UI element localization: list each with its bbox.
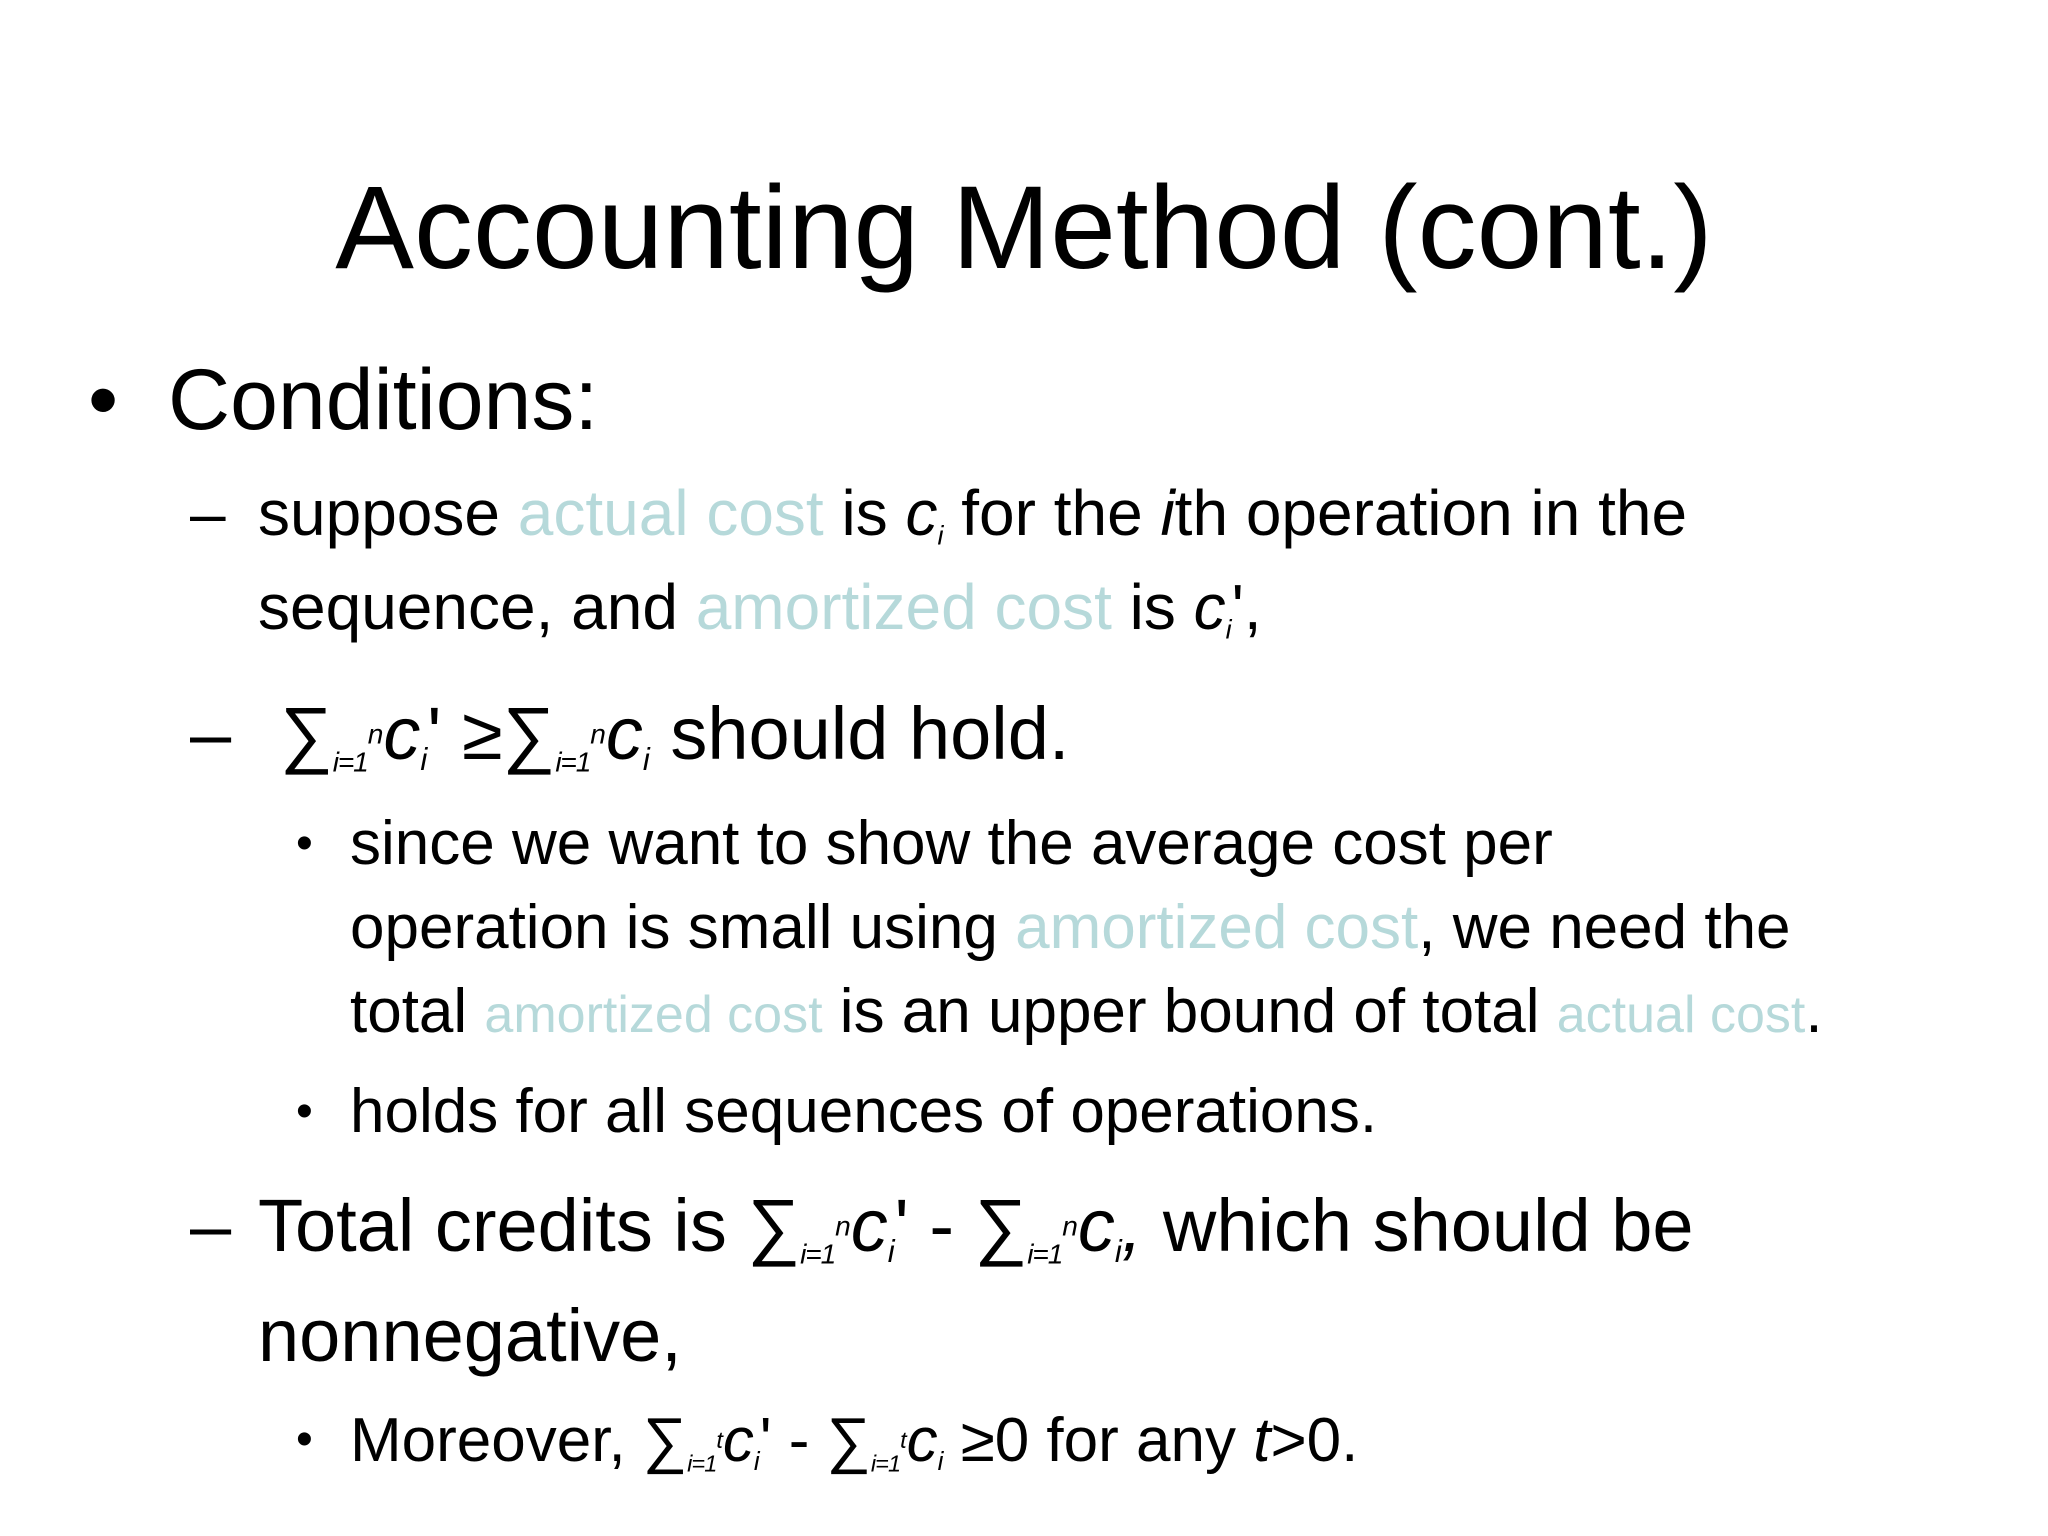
text: total <box>350 977 485 1046</box>
term-actual-cost: actual cost <box>517 477 824 549</box>
var-t: t <box>1253 1405 1271 1475</box>
var-c: c <box>906 1405 938 1475</box>
moreover-line <box>350 1398 1358 1506</box>
var-c: c <box>383 692 421 775</box>
text: which should be <box>1142 1184 1694 1267</box>
sigma-symbol: ∑ <box>747 1184 801 1267</box>
sum-lower-bound: i=1 <box>555 746 591 778</box>
text: is an upper bound of total <box>822 977 1557 1046</box>
bullet-conditions: • <box>88 352 119 448</box>
conditions-label: Conditions: <box>168 352 599 448</box>
sub-i: i <box>420 741 428 777</box>
text: sequence, and <box>258 571 696 643</box>
sigma-symbol: ∑ <box>642 1405 688 1475</box>
sub-i: i <box>1114 1233 1122 1269</box>
var-c: c <box>905 477 938 549</box>
text: ', <box>1231 571 1262 643</box>
text: suppose <box>258 477 518 549</box>
text: ≥0 for any <box>943 1405 1254 1475</box>
dash-cond1: – <box>190 477 226 549</box>
text: , we need the <box>1418 893 1791 962</box>
dash-cond2: – <box>190 692 232 775</box>
text: th operation in the <box>1174 477 1688 549</box>
text: , <box>1121 1184 1143 1267</box>
sub-i: i <box>937 1446 944 1477</box>
sigma-symbol: ∑ <box>502 692 556 775</box>
sub-i: i <box>753 1446 760 1477</box>
text: for the <box>943 477 1161 549</box>
text: . <box>1805 977 1823 1046</box>
sub-i: i <box>887 1233 895 1269</box>
bullet-moreover: • <box>296 1413 313 1466</box>
text: ' ≥ <box>427 692 503 775</box>
term-amortized-cost: amortized cost <box>695 571 1112 643</box>
sigma-symbol: ∑ <box>826 1405 871 1475</box>
sub-i: i <box>1225 614 1232 645</box>
var-c: c <box>1077 1184 1115 1267</box>
reason1-line2 <box>350 886 1791 970</box>
var-c: c <box>605 692 643 775</box>
sum-upper-bound: n <box>367 718 384 750</box>
text: is <box>823 477 906 549</box>
text: ' - <box>759 1405 827 1475</box>
sub-i: i <box>642 741 650 777</box>
dash-credits: – <box>190 1184 232 1267</box>
sum-lower-bound: i=1 <box>870 1450 901 1477</box>
reason2: holds for all sequences of operations. <box>350 1077 1378 1146</box>
text: Total credits is <box>258 1184 748 1267</box>
text: is <box>1111 571 1194 643</box>
cond2-formula <box>280 684 1069 813</box>
slide-title: Accounting Method (cont.) <box>335 162 1713 294</box>
var-i: i <box>1160 477 1175 549</box>
term-amortized-cost: amortized cost <box>484 986 823 1044</box>
bullet-reason2: • <box>296 1085 313 1138</box>
term-actual-cost: actual cost <box>1556 986 1806 1044</box>
sum-lower-bound: i=1 <box>800 1238 836 1270</box>
sum-upper-bound: n <box>1062 1210 1078 1242</box>
bullet-reason1: • <box>296 817 313 870</box>
text: Moreover, <box>350 1405 643 1475</box>
reason1-line1: since we want to show the average cost per <box>350 809 1553 878</box>
sum-lower-bound: i=1 <box>687 1450 717 1477</box>
text: >0. <box>1270 1405 1359 1475</box>
text: should hold. <box>649 692 1070 775</box>
sum-upper-bound: n <box>835 1210 851 1242</box>
sigma-symbol: ∑ <box>280 692 333 775</box>
text: operation is small using <box>350 893 1016 962</box>
sum-upper-bound: t <box>900 1427 907 1453</box>
sum-upper-bound: n <box>590 718 606 750</box>
var-c: c <box>1193 571 1226 643</box>
sum-lower-bound: i=1 <box>332 746 368 778</box>
sigma-symbol: ∑ <box>974 1184 1028 1267</box>
sum-lower-bound: i=1 <box>1027 1238 1063 1270</box>
reason1-line3 <box>350 970 1823 1057</box>
sub-i: i <box>937 520 944 551</box>
text: ' - <box>894 1184 975 1267</box>
var-c: c <box>850 1184 888 1267</box>
credits-line2: nonnegative, <box>258 1294 682 1377</box>
sum-upper-bound: t <box>716 1427 723 1453</box>
term-amortized-cost: amortized cost <box>1015 893 1419 962</box>
var-c: c <box>722 1405 754 1475</box>
cond1-line2 <box>258 560 1262 676</box>
